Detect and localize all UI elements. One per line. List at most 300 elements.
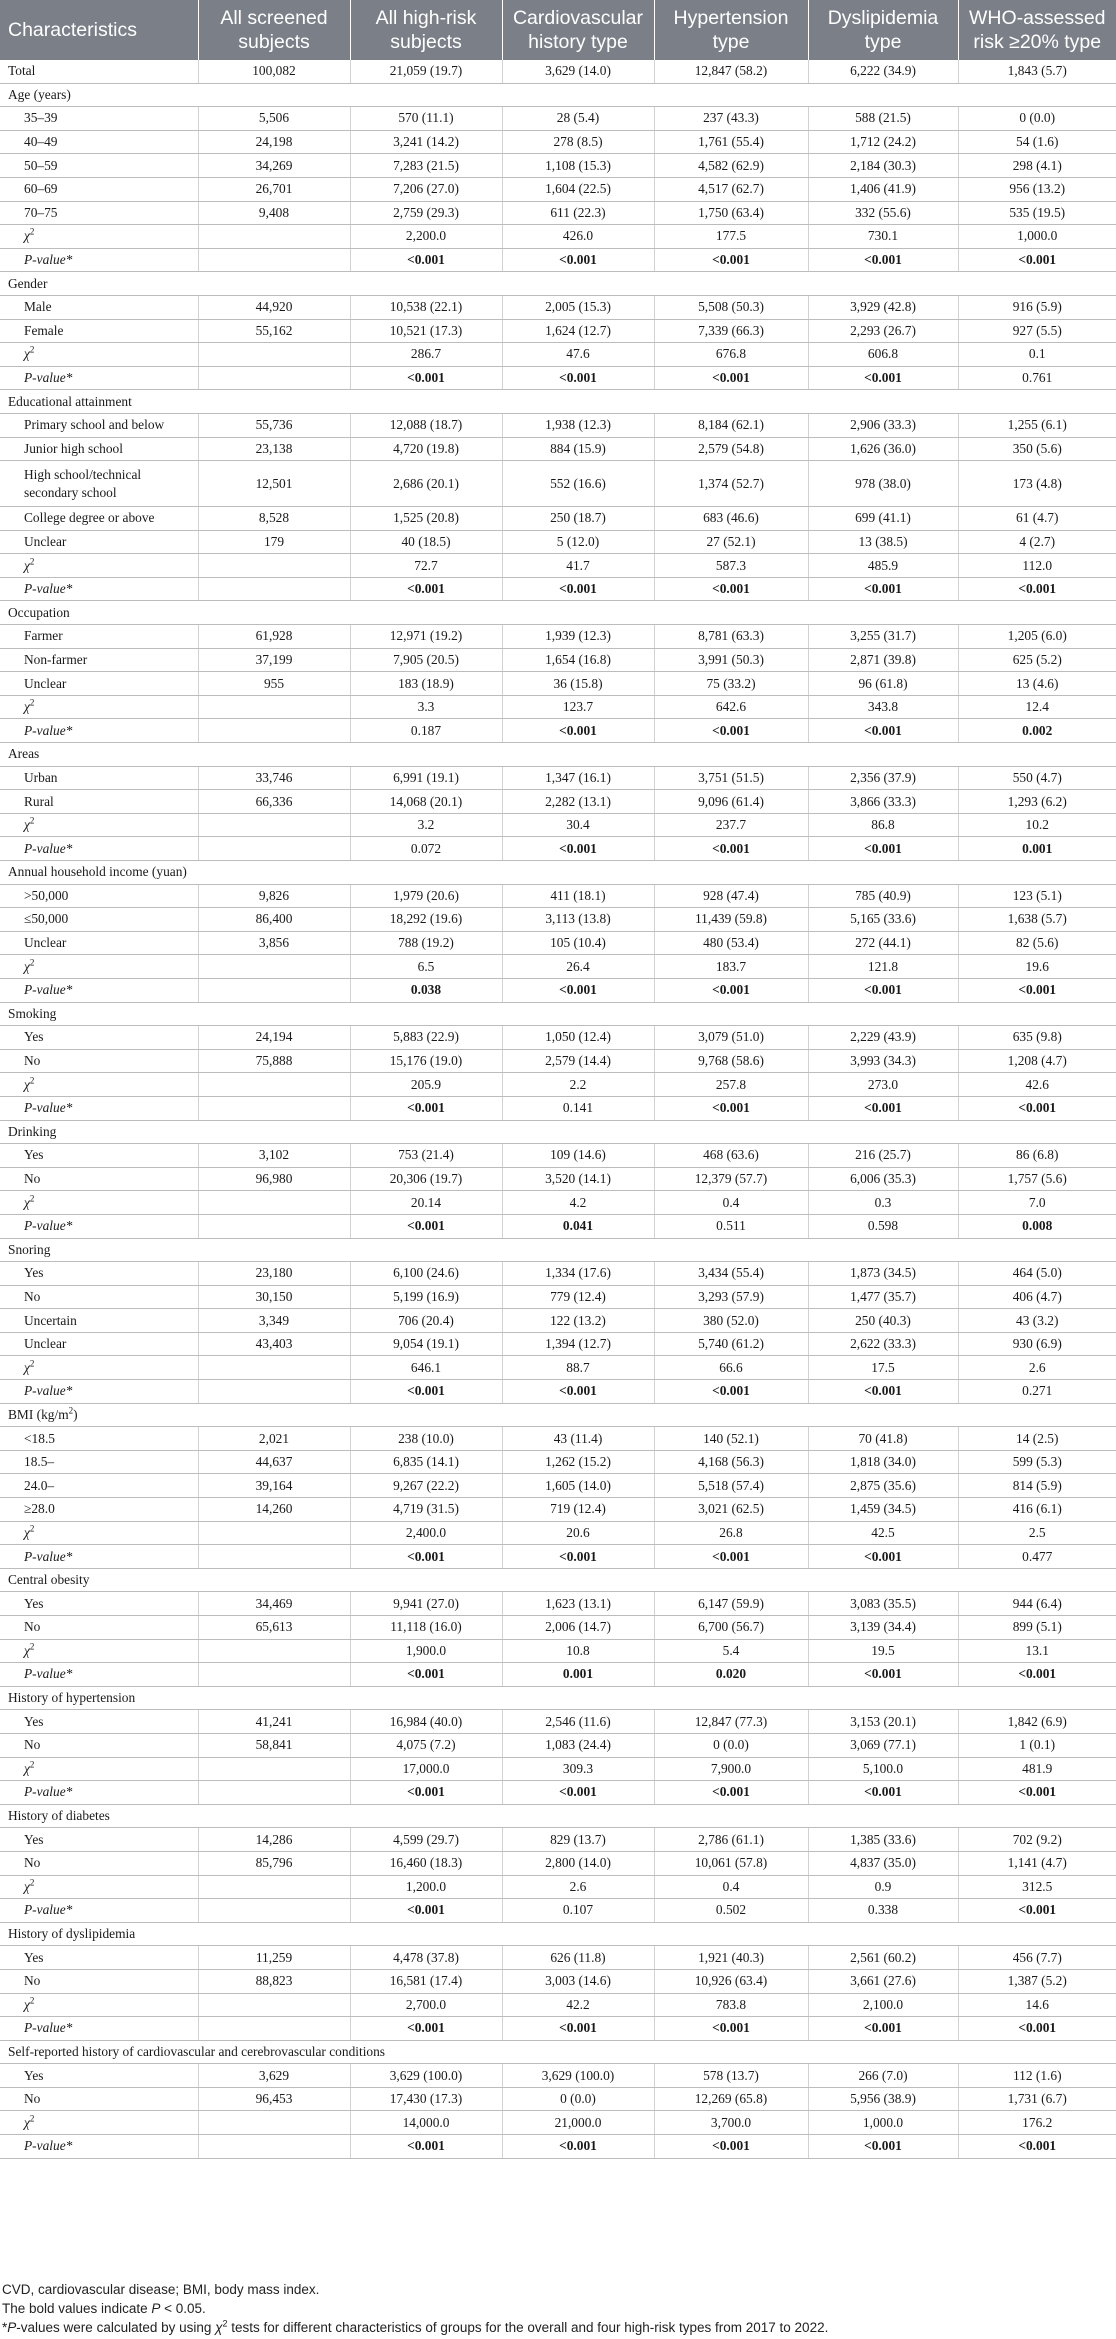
- p-value-row: [0, 978, 1116, 1002]
- cell-who-risk: 1,208 (4.7): [958, 1049, 1116, 1073]
- cell-dyslipidemia: 70 (41.8): [808, 1427, 958, 1451]
- cell-cardiovascular-history: 122 (13.2): [502, 1309, 654, 1333]
- chi-symbol: χ: [24, 1642, 30, 1658]
- cell-all-high-risk: 205.9: [350, 1073, 502, 1097]
- section-header-row: [0, 1686, 1116, 1710]
- cell-hypertension: 27 (52.1): [654, 530, 808, 554]
- cell-all-screened: 14,286: [198, 1828, 350, 1852]
- cell-label: Junior high school: [0, 437, 198, 461]
- cell-cardiovascular-history: 779 (12.4): [502, 1285, 654, 1309]
- cell-all-high-risk: 286.7: [350, 343, 502, 367]
- cell-all-high-risk: <0.001: [350, 577, 502, 601]
- cell-all-high-risk: <0.001: [350, 1214, 502, 1238]
- cell-dyslipidemia: 3,929 (42.8): [808, 295, 958, 319]
- cell-hypertension: 8,781 (63.3): [654, 625, 808, 649]
- chi-square-row: [0, 2111, 1116, 2135]
- cell-hypertension: <0.001: [654, 1781, 808, 1805]
- chi-superscript: 2: [29, 1193, 35, 1204]
- section-label: [0, 1922, 1116, 1946]
- cell-all-high-risk: <0.001: [350, 366, 502, 390]
- cell-all-screened: 39,164: [198, 1474, 350, 1498]
- cell-cardiovascular-history: 552 (16.6): [502, 461, 654, 507]
- cell-cardiovascular-history: 20.6: [502, 1521, 654, 1545]
- cell-all-screened: 30,150: [198, 1285, 350, 1309]
- chi-square-row: [0, 554, 1116, 578]
- cell-label: P-value*: [0, 1663, 198, 1687]
- chi-square-row: [0, 955, 1116, 979]
- cell-all-screened: [198, 2111, 350, 2135]
- cell-cardiovascular-history: <0.001: [502, 248, 654, 272]
- table-row: [0, 1969, 1116, 1993]
- cell-all-high-risk: 1,525 (20.8): [350, 507, 502, 531]
- chi-square-row: [0, 1073, 1116, 1097]
- cell-label: Non-farmer: [0, 648, 198, 672]
- chi-square-row: [0, 225, 1116, 249]
- chi-superscript: 2: [29, 815, 35, 826]
- cell-all-high-risk: 2,700.0: [350, 1993, 502, 2017]
- section-label-superscript: 2: [68, 1405, 74, 1416]
- cell-dyslipidemia: 17.5: [808, 1356, 958, 1380]
- cell-dyslipidemia: 6,222 (34.9): [808, 60, 958, 83]
- cell-hypertension: 10,061 (57.8): [654, 1851, 808, 1875]
- cell-all-screened: [198, 1073, 350, 1097]
- cell-cardiovascular-history: 1,604 (22.5): [502, 177, 654, 201]
- chi-square-row: [0, 1875, 1116, 1899]
- table-row: [0, 461, 1116, 507]
- cell-dyslipidemia: 2,875 (35.6): [808, 1474, 958, 1498]
- cell-who-risk: 86 (6.8): [958, 1144, 1116, 1168]
- cell-who-risk: <0.001: [958, 2135, 1116, 2159]
- cell-all-screened: 2,021: [198, 1427, 350, 1451]
- cell-label: P-value*: [0, 1096, 198, 1120]
- cell-all-screened: 34,269: [198, 154, 350, 178]
- cell-cardiovascular-history: 626 (11.8): [502, 1946, 654, 1970]
- cell-label: P-value*: [0, 1545, 198, 1569]
- chi-symbol: χ: [24, 557, 30, 573]
- p-value-row: [0, 1545, 1116, 1569]
- cell-who-risk: 42.6: [958, 1073, 1116, 1097]
- cell-all-screened: 3,629: [198, 2064, 350, 2088]
- cell-dyslipidemia: <0.001: [808, 2017, 958, 2041]
- cell-cardiovascular-history: 1,938 (12.3): [502, 413, 654, 437]
- cell-label: >50,000: [0, 884, 198, 908]
- section-header-row: [0, 1804, 1116, 1828]
- cell-cardiovascular-history: 2.2: [502, 1073, 654, 1097]
- footnote-abbreviations: CVD, cardiovascular disease; BMI, body mass index.: [2, 2282, 320, 2297]
- cell-all-screened: 75,888: [198, 1049, 350, 1073]
- cell-label: [0, 1073, 198, 1097]
- cell-label: [0, 554, 198, 578]
- cell-who-risk: 1,205 (6.0): [958, 625, 1116, 649]
- cell-label: 50–59: [0, 154, 198, 178]
- table-row: [0, 672, 1116, 696]
- cell-hypertension: 6,147 (59.9): [654, 1592, 808, 1616]
- table-row: [0, 154, 1116, 178]
- cell-label: [0, 1993, 198, 2017]
- cell-who-risk: 7.0: [958, 1191, 1116, 1215]
- cell-hypertension: 2,786 (61.1): [654, 1828, 808, 1852]
- cell-all-screened: [198, 343, 350, 367]
- p-value-row: [0, 366, 1116, 390]
- cell-all-high-risk: 11,118 (16.0): [350, 1616, 502, 1640]
- cell-dyslipidemia: 6,006 (35.3): [808, 1167, 958, 1191]
- cell-all-screened: [198, 719, 350, 743]
- table-row: [0, 1710, 1116, 1734]
- p-value-row: [0, 2135, 1116, 2159]
- section-label: [0, 1686, 1116, 1710]
- cell-all-high-risk: <0.001: [350, 1899, 502, 1923]
- section-label-text: Educational attainment: [8, 393, 132, 409]
- cell-cardiovascular-history: 2,282 (13.1): [502, 790, 654, 814]
- cell-cardiovascular-history: 309.3: [502, 1757, 654, 1781]
- p-value-row: [0, 837, 1116, 861]
- cell-label: P-value*: [0, 2135, 198, 2159]
- chi-square-row: [0, 1757, 1116, 1781]
- cell-label: P-value*: [0, 248, 198, 272]
- cell-label: [0, 2111, 198, 2135]
- chi-superscript: 2: [29, 1995, 35, 2006]
- cell-cardiovascular-history: 30.4: [502, 813, 654, 837]
- cell-all-screened: [198, 837, 350, 861]
- table-row: [0, 884, 1116, 908]
- table-row: [0, 319, 1116, 343]
- cell-cardiovascular-history: 21,000.0: [502, 2111, 654, 2135]
- cell-cardiovascular-history: 411 (18.1): [502, 884, 654, 908]
- cell-all-high-risk: <0.001: [350, 2017, 502, 2041]
- cell-who-risk: 0.002: [958, 719, 1116, 743]
- table-row: [0, 1946, 1116, 1970]
- cell-all-high-risk: 5,883 (22.9): [350, 1026, 502, 1050]
- cell-dyslipidemia: <0.001: [808, 1096, 958, 1120]
- section-label: [0, 1120, 1116, 1144]
- cell-cardiovascular-history: <0.001: [502, 577, 654, 601]
- cell-label: Unclear: [0, 672, 198, 696]
- cell-who-risk: <0.001: [958, 1781, 1116, 1805]
- cell-all-screened: 96,980: [198, 1167, 350, 1191]
- cell-who-risk: 1,255 (6.1): [958, 413, 1116, 437]
- cell-all-high-risk: 17,430 (17.3): [350, 2087, 502, 2111]
- cell-dyslipidemia: 121.8: [808, 955, 958, 979]
- p-value-row: [0, 577, 1116, 601]
- chi-superscript: 2: [29, 226, 35, 237]
- chi-symbol: χ: [24, 1194, 30, 1210]
- section-label: [0, 2040, 1116, 2064]
- cell-dyslipidemia: 0.3: [808, 1191, 958, 1215]
- cell-all-high-risk: 788 (19.2): [350, 931, 502, 955]
- cell-cardiovascular-history: 1,394 (12.7): [502, 1332, 654, 1356]
- p-value-row: [0, 248, 1116, 272]
- section-header-row: [0, 1120, 1116, 1144]
- total-row: [0, 60, 1116, 83]
- cell-dyslipidemia: 2,906 (33.3): [808, 413, 958, 437]
- cell-hypertension: 4,517 (62.7): [654, 177, 808, 201]
- footnote-star: *: [2, 2320, 8, 2335]
- cell-who-risk: 635 (9.8): [958, 1026, 1116, 1050]
- cell-hypertension: <0.001: [654, 978, 808, 1002]
- cell-label: Farmer: [0, 625, 198, 649]
- cell-label: Unclear: [0, 1332, 198, 1356]
- cell-who-risk: 1 (0.1): [958, 1733, 1116, 1757]
- cell-cardiovascular-history: 1,108 (15.3): [502, 154, 654, 178]
- section-label: [0, 272, 1116, 296]
- cell-who-risk: 82 (5.6): [958, 931, 1116, 955]
- cell-all-high-risk: 4,720 (19.8): [350, 437, 502, 461]
- footnote-bold-prefix: The bold values indicate: [2, 2301, 152, 2316]
- cell-all-high-risk: <0.001: [350, 1663, 502, 1687]
- cell-hypertension: <0.001: [654, 366, 808, 390]
- section-header-row: [0, 601, 1116, 625]
- table-row: [0, 437, 1116, 461]
- cell-cardiovascular-history: 278 (8.5): [502, 130, 654, 154]
- cell-all-screened: 55,162: [198, 319, 350, 343]
- cell-cardiovascular-history: 3,629 (100.0): [502, 2064, 654, 2088]
- cell-label: No: [0, 1049, 198, 1073]
- cell-all-high-risk: 4,478 (37.8): [350, 1946, 502, 1970]
- cell-label: [0, 813, 198, 837]
- cell-hypertension: <0.001: [654, 837, 808, 861]
- cell-cardiovascular-history: 47.6: [502, 343, 654, 367]
- cell-all-screened: 34,469: [198, 1592, 350, 1616]
- chi-square-row: [0, 695, 1116, 719]
- cell-all-screened: 86,400: [198, 908, 350, 932]
- cell-cardiovascular-history: 611 (22.3): [502, 201, 654, 225]
- cell-who-risk: <0.001: [958, 978, 1116, 1002]
- section-label-text: History of hypertension: [8, 1690, 136, 1706]
- cell-who-risk: 1,731 (6.7): [958, 2087, 1116, 2111]
- chi-symbol: χ: [24, 958, 30, 974]
- section-label: [0, 1238, 1116, 1262]
- cell-all-screened: 14,260: [198, 1498, 350, 1522]
- cell-all-screened: [198, 2135, 350, 2159]
- cell-all-screened: [198, 554, 350, 578]
- section-label-text: Drinking: [8, 1123, 57, 1139]
- chi-square-row: [0, 343, 1116, 367]
- cell-label: P-value*: [0, 1214, 198, 1238]
- header-characteristics: Characteristics: [0, 0, 198, 60]
- table-row: [0, 1332, 1116, 1356]
- cell-hypertension: 4,582 (62.9): [654, 154, 808, 178]
- table-row: [0, 1450, 1116, 1474]
- p-value-row: [0, 719, 1116, 743]
- cell-hypertension: 0.4: [654, 1875, 808, 1899]
- cell-dyslipidemia: 2,184 (30.3): [808, 154, 958, 178]
- cell-hypertension: 928 (47.4): [654, 884, 808, 908]
- cell-all-high-risk: <0.001: [350, 1545, 502, 1569]
- cell-who-risk: 1,757 (5.6): [958, 1167, 1116, 1191]
- table-row: [0, 766, 1116, 790]
- cell-who-risk: 19.6: [958, 955, 1116, 979]
- cell-who-risk: 464 (5.0): [958, 1262, 1116, 1286]
- cell-dyslipidemia: 978 (38.0): [808, 461, 958, 507]
- cell-label: No: [0, 2087, 198, 2111]
- chi-square-row: [0, 813, 1116, 837]
- cell-dyslipidemia: 343.8: [808, 695, 958, 719]
- table-row: [0, 1616, 1116, 1640]
- cell-dyslipidemia: 3,866 (33.3): [808, 790, 958, 814]
- section-header-row: [0, 83, 1116, 107]
- cell-all-screened: 44,920: [198, 295, 350, 319]
- cell-hypertension: 1,921 (40.3): [654, 1946, 808, 1970]
- cell-hypertension: 6,700 (56.7): [654, 1616, 808, 1640]
- cell-cardiovascular-history: 2,579 (14.4): [502, 1049, 654, 1073]
- section-header-row: [0, 2040, 1116, 2064]
- cell-hypertension: 468 (63.6): [654, 1144, 808, 1168]
- section-header-row: [0, 272, 1116, 296]
- cell-all-high-risk: 0.072: [350, 837, 502, 861]
- cell-dyslipidemia: 3,661 (27.6): [808, 1969, 958, 1993]
- cell-all-high-risk: 18,292 (19.6): [350, 908, 502, 932]
- cell-hypertension: 66.6: [654, 1356, 808, 1380]
- cell-who-risk: 0.271: [958, 1380, 1116, 1404]
- cell-dyslipidemia: 19.5: [808, 1639, 958, 1663]
- cell-hypertension: 75 (33.2): [654, 672, 808, 696]
- table-row: [0, 1049, 1116, 1073]
- cell-dyslipidemia: 13 (38.5): [808, 530, 958, 554]
- cell-who-risk: 599 (5.3): [958, 1450, 1116, 1474]
- cell-all-high-risk: 0.038: [350, 978, 502, 1002]
- cell-cardiovascular-history: 3,520 (14.1): [502, 1167, 654, 1191]
- cell-dyslipidemia: 3,069 (77.1): [808, 1733, 958, 1757]
- cell-label: <18.5: [0, 1427, 198, 1451]
- cell-cardiovascular-history: 1,605 (14.0): [502, 1474, 654, 1498]
- chi-superscript: 2: [29, 697, 35, 708]
- cell-label: ≥28.0: [0, 1498, 198, 1522]
- footnote-end: tests for different characteristics of groups for the overall and four high-risk types from 2017 to 2022.: [227, 2320, 829, 2335]
- cell-cardiovascular-history: 2,006 (14.7): [502, 1616, 654, 1640]
- cell-all-screened: 179: [198, 530, 350, 554]
- footnote-mid: -values were calculated by using: [16, 2320, 216, 2335]
- cell-all-high-risk: 10,521 (17.3): [350, 319, 502, 343]
- cell-who-risk: 10.2: [958, 813, 1116, 837]
- cell-hypertension: 5,508 (50.3): [654, 295, 808, 319]
- cell-label: No: [0, 1969, 198, 1993]
- cell-hypertension: 1,750 (63.4): [654, 201, 808, 225]
- cell-all-high-risk: 3.3: [350, 695, 502, 719]
- cell-label: Male: [0, 295, 198, 319]
- cell-who-risk: 0.761: [958, 366, 1116, 390]
- table-row: [0, 201, 1116, 225]
- cell-all-screened: 65,613: [198, 1616, 350, 1640]
- cell-label: 18.5–: [0, 1450, 198, 1474]
- cell-all-high-risk: 72.7: [350, 554, 502, 578]
- chi-symbol: χ: [24, 228, 30, 244]
- cell-all-high-risk: 2,400.0: [350, 1521, 502, 1545]
- table-row: [0, 530, 1116, 554]
- cell-dyslipidemia: 4,837 (35.0): [808, 1851, 958, 1875]
- section-label: [0, 1403, 1116, 1427]
- cell-dyslipidemia: 1,000.0: [808, 2111, 958, 2135]
- cell-label: P-value*: [0, 1781, 198, 1805]
- cell-all-screened: 24,194: [198, 1026, 350, 1050]
- cell-cardiovascular-history: 28 (5.4): [502, 107, 654, 131]
- cell-hypertension: 26.8: [654, 1521, 808, 1545]
- cell-all-high-risk: 9,054 (19.1): [350, 1332, 502, 1356]
- cell-all-screened: 955: [198, 672, 350, 696]
- cell-all-screened: 3,102: [198, 1144, 350, 1168]
- cell-hypertension: 10,926 (63.4): [654, 1969, 808, 1993]
- cell-hypertension: <0.001: [654, 1096, 808, 1120]
- cell-all-high-risk: 21,059 (19.7): [350, 60, 502, 83]
- cell-dyslipidemia: 2,561 (60.2): [808, 1946, 958, 1970]
- cell-all-screened: 8,528: [198, 507, 350, 531]
- cell-dyslipidemia: 332 (55.6): [808, 201, 958, 225]
- cell-cardiovascular-history: 4.2: [502, 1191, 654, 1215]
- cell-all-screened: 5,506: [198, 107, 350, 131]
- cell-all-high-risk: 7,283 (21.5): [350, 154, 502, 178]
- cell-all-high-risk: 16,460 (18.3): [350, 1851, 502, 1875]
- cell-dyslipidemia: 96 (61.8): [808, 672, 958, 696]
- table-row: [0, 625, 1116, 649]
- cell-all-high-risk: 12,971 (19.2): [350, 625, 502, 649]
- cell-label: P-value*: [0, 366, 198, 390]
- cell-all-high-risk: 6.5: [350, 955, 502, 979]
- cell-cardiovascular-history: 36 (15.8): [502, 672, 654, 696]
- header-all-screened: All screened subjects: [198, 0, 350, 60]
- cell-label: [0, 1191, 198, 1215]
- cell-cardiovascular-history: <0.001: [502, 978, 654, 1002]
- cell-hypertension: 2,579 (54.8): [654, 437, 808, 461]
- table-footnotes: [0, 2280, 1116, 2337]
- table-row: [0, 1498, 1116, 1522]
- cell-who-risk: 0.1: [958, 343, 1116, 367]
- cell-who-risk: 0.477: [958, 1545, 1116, 1569]
- table-body: [0, 60, 1116, 2158]
- cell-all-high-risk: 20,306 (19.7): [350, 1167, 502, 1191]
- cell-hypertension: 4,168 (56.3): [654, 1450, 808, 1474]
- cell-label: P-value*: [0, 978, 198, 1002]
- cell-all-screened: 66,336: [198, 790, 350, 814]
- cell-hypertension: 9,096 (61.4): [654, 790, 808, 814]
- cell-hypertension: 12,269 (65.8): [654, 2087, 808, 2111]
- cell-who-risk: 112 (1.6): [958, 2064, 1116, 2088]
- cell-all-screened: 44,637: [198, 1450, 350, 1474]
- cell-hypertension: 3,991 (50.3): [654, 648, 808, 672]
- table-row: [0, 130, 1116, 154]
- cell-all-high-risk: <0.001: [350, 1380, 502, 1404]
- cell-dyslipidemia: 1,406 (41.9): [808, 177, 958, 201]
- cell-who-risk: 481.9: [958, 1757, 1116, 1781]
- cell-hypertension: 0.502: [654, 1899, 808, 1923]
- cell-all-high-risk: 1,900.0: [350, 1639, 502, 1663]
- cell-who-risk: 4 (2.7): [958, 530, 1116, 554]
- cell-cardiovascular-history: <0.001: [502, 366, 654, 390]
- chi-superscript: 2: [29, 344, 35, 355]
- cell-all-screened: 55,736: [198, 413, 350, 437]
- cell-dyslipidemia: 273.0: [808, 1073, 958, 1097]
- cell-all-screened: [198, 1875, 350, 1899]
- cell-dyslipidemia: 272 (44.1): [808, 931, 958, 955]
- table-row: [0, 1427, 1116, 1451]
- chi-symbol: χ: [24, 1878, 30, 1894]
- chi-superscript: 2: [29, 1759, 35, 1770]
- cell-cardiovascular-history: 5 (12.0): [502, 530, 654, 554]
- cell-all-screened: [198, 695, 350, 719]
- cell-who-risk: 1,843 (5.7): [958, 60, 1116, 83]
- cell-who-risk: 2.5: [958, 1521, 1116, 1545]
- cell-label: Yes: [0, 1262, 198, 1286]
- cell-cardiovascular-history: 719 (12.4): [502, 1498, 654, 1522]
- section-label-text: History of diabetes: [8, 1808, 110, 1824]
- header-who-risk: WHO-assessed risk ≥20% type: [958, 0, 1116, 60]
- cell-all-screened: [198, 225, 350, 249]
- cell-hypertension: <0.001: [654, 1545, 808, 1569]
- cell-dyslipidemia: <0.001: [808, 1545, 958, 1569]
- cell-hypertension: 1,374 (52.7): [654, 461, 808, 507]
- cell-cardiovascular-history: 123.7: [502, 695, 654, 719]
- cell-who-risk: 416 (6.1): [958, 1498, 1116, 1522]
- cell-all-high-risk: 9,267 (22.2): [350, 1474, 502, 1498]
- cell-label: 24.0–: [0, 1474, 198, 1498]
